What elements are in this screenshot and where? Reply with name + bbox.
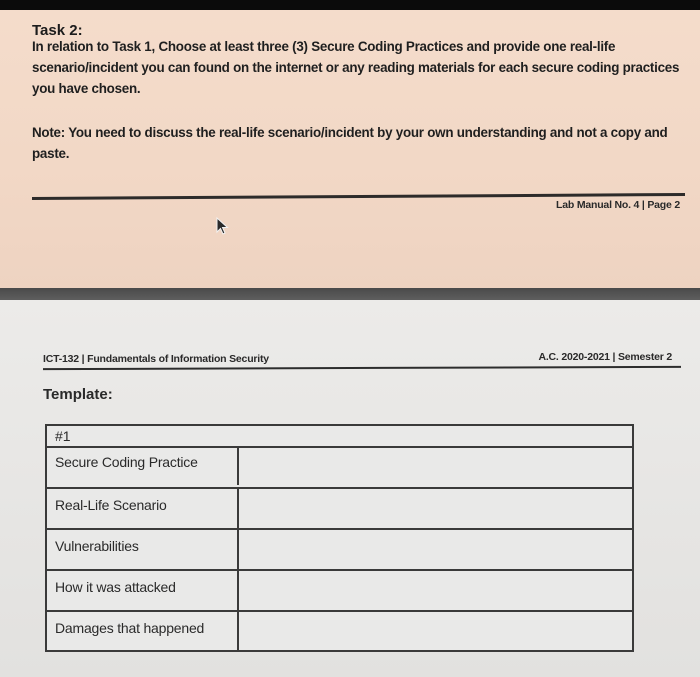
page-separator xyxy=(0,288,700,300)
row-value-cell[interactable] xyxy=(239,530,632,569)
table-row xyxy=(47,528,632,569)
task-instructions: In relation to Task 1, Choose at least three (3) Secure Coding Practices and provide one real-life scenario/incident you can found on the internet or any reading materials for each secure coding practices you have chosen. xyxy=(32,39,680,96)
task-note: Note: You need to discuss the real-life scenario/incident by your own understanding and not a copy and paste. xyxy=(32,125,668,161)
semester-header: A.C. 2020-2021 | Semester 2 xyxy=(538,351,672,363)
table-row xyxy=(47,487,632,528)
table-number-row xyxy=(47,426,632,448)
lab-manual-page-3 xyxy=(0,300,700,677)
template-table xyxy=(45,424,634,652)
mouse-pointer-icon xyxy=(215,217,231,237)
row-label: Damages that happened xyxy=(55,620,205,636)
course-header: ICT-132 | Fundamentals of Information Security xyxy=(43,353,269,365)
row-value-cell[interactable] xyxy=(239,446,632,485)
row-label: Secure Coding Practice xyxy=(55,454,198,470)
page-header-rule xyxy=(43,366,681,370)
top-dark-edge xyxy=(0,0,700,10)
row-value-cell[interactable] xyxy=(239,571,632,610)
page-reference: Lab Manual No. 4 | Page 2 xyxy=(556,199,680,211)
task-title: Task 2: xyxy=(32,22,83,39)
row-label-cell xyxy=(47,446,239,485)
lab-manual-page-2 xyxy=(0,10,700,288)
table-number: #1 xyxy=(55,428,71,444)
row-label-cell xyxy=(47,571,239,610)
table-row xyxy=(47,446,632,485)
row-label: How it was attacked xyxy=(55,579,176,595)
row-label: Vulnerabilities xyxy=(55,538,139,554)
table-row xyxy=(47,610,632,650)
row-label-cell xyxy=(47,612,239,650)
row-label: Real-Life Scenario xyxy=(55,497,167,513)
row-value-cell[interactable] xyxy=(239,612,632,650)
template-label: Template: xyxy=(43,386,113,403)
table-row xyxy=(47,569,632,610)
row-label-cell xyxy=(47,530,239,569)
row-value-cell[interactable] xyxy=(239,489,632,528)
row-label-cell xyxy=(47,489,239,528)
table-body xyxy=(47,446,632,650)
